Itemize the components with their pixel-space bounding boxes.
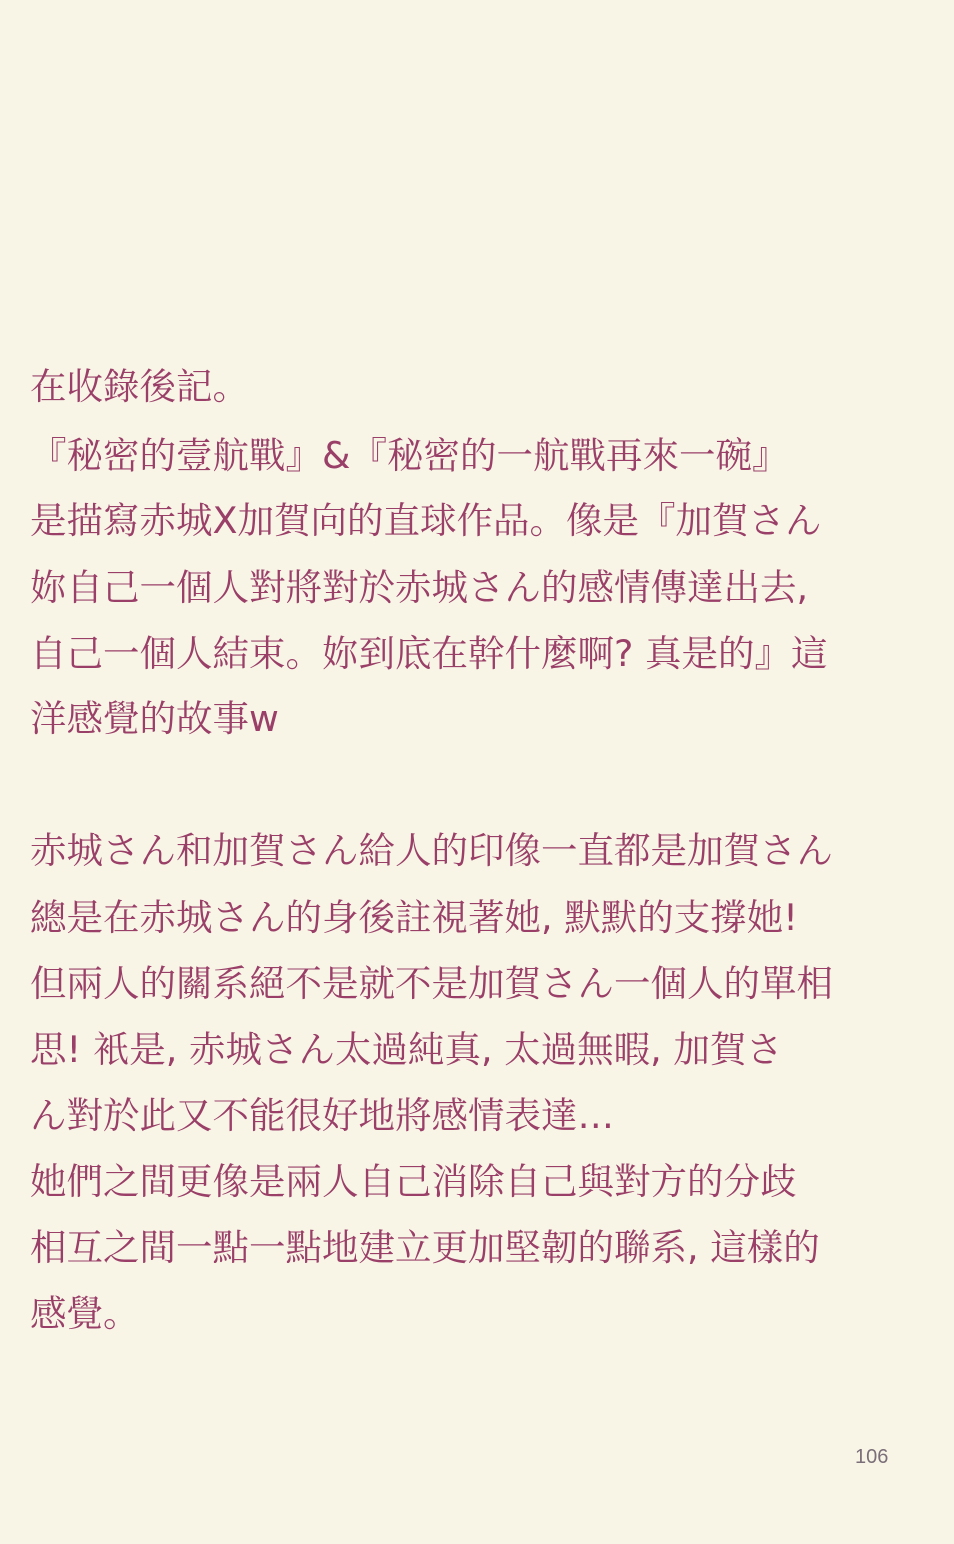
text-line: 『秘密的壹航戰』&『秘密的一航戰再來一碗』: [30, 434, 789, 477]
text-line: 她們之間更像是兩人自己消除自己與對方的分歧: [30, 1160, 797, 1203]
text-line: 是描寫赤城X加賀向的直球作品。像是『加賀さん: [30, 499, 822, 542]
text-line: 相互之間一點一點地建立更加堅韌的聯系, 這樣的: [30, 1226, 820, 1269]
text-line: 妳自己一個人對將對於赤城さん的感情傳達出去,: [30, 566, 809, 609]
text-line: ん對於此又不能很好地將感情表達…: [30, 1094, 614, 1137]
text-line: 總是在赤城さん的身後註視著她, 默默的支撐她!: [30, 896, 798, 939]
text-line: 自己一個人結束。妳到底在幹什麼啊? 真是的』這: [30, 632, 828, 675]
text-line: 赤城さん和加賀さん給人的印像一直都是加賀さん: [30, 829, 833, 872]
text-line: 洋感覺的故事w: [30, 697, 279, 740]
text-line: 但兩人的關系絕不是就不是加賀さん一個人的單相: [30, 962, 833, 1005]
page-number: 106: [855, 1446, 889, 1468]
text-line: 感覺。: [30, 1292, 140, 1335]
text-line: 在收錄後記。: [30, 365, 249, 408]
text-line: 思! 衹是, 赤城さん太過純真, 太過無暇, 加賀さ: [30, 1028, 783, 1071]
